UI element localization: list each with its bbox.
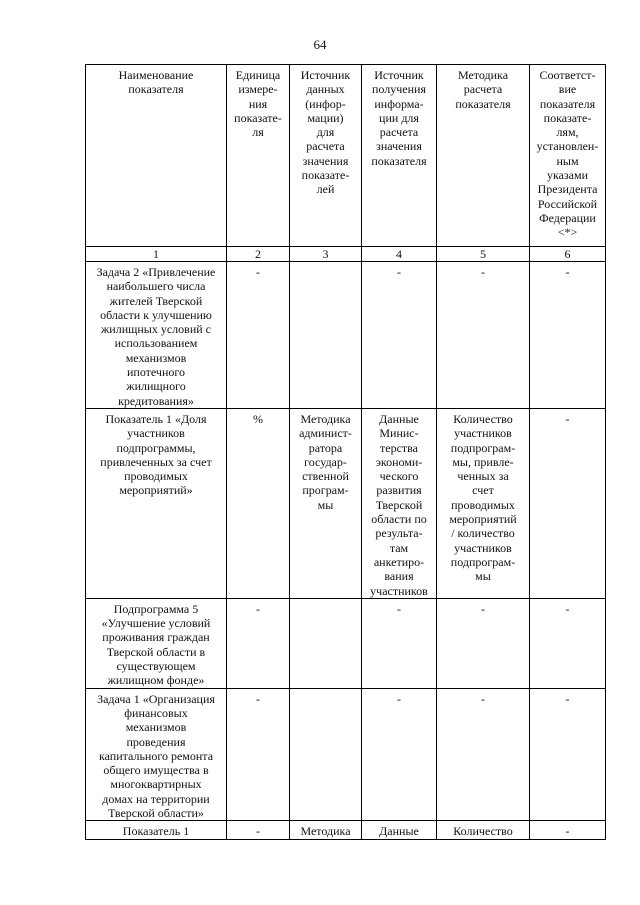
cell-text-line: проводимых (451, 497, 515, 512)
cell-text-line: мации) (307, 110, 344, 125)
unit-cell: - (227, 262, 290, 409)
column-number-row (86, 247, 606, 262)
cell-text-line: лям, (556, 125, 579, 140)
cell-text-line: Количество (453, 411, 513, 426)
calc-method-cell (437, 821, 530, 839)
cell-text-line: <*> (557, 225, 578, 240)
header-unit (227, 65, 290, 247)
cell-text-line: показателя (371, 153, 427, 168)
cell-text-line: жилищном фонде» (107, 673, 205, 688)
compliance-cell: - (530, 262, 606, 409)
cell-text-line: общего имущества в (103, 763, 209, 778)
indicator-name-cell (86, 598, 227, 688)
cell-text-line: анкетиро- (373, 554, 425, 569)
cell-text-line: участников (454, 540, 512, 555)
unit-cell: - (227, 821, 290, 839)
column-number: 4 (362, 247, 437, 262)
cell-text-line: показателя (455, 96, 511, 111)
cell-text-line: мы (317, 497, 334, 512)
cell-text-line: ля (252, 125, 264, 140)
cell-text-line: мы (475, 569, 491, 584)
cell-text-line: механизмов (125, 720, 187, 735)
table-row (86, 262, 606, 409)
cell-text-line: наибольшего числа (106, 279, 206, 294)
cell-text-line: Тверской области» (108, 805, 204, 820)
cell-text-line: Российской (537, 196, 598, 211)
cell-text-line: расчета (306, 139, 345, 154)
unit-cell: - (227, 688, 290, 821)
cell-text-line: результа- (375, 526, 423, 541)
cell-text-line: информа- (374, 96, 424, 111)
cell-text-line: ным (556, 153, 579, 168)
cell-text-line: кредитования» (118, 393, 194, 408)
cell-text-line: вие (558, 82, 577, 97)
cell-text-line: / количество (451, 526, 515, 541)
indicators-table (85, 64, 606, 840)
info-source-cell: - (362, 262, 437, 409)
cell-text-line: государ- (304, 454, 347, 469)
cell-text-line: мы, привле- (452, 454, 514, 469)
cell-text-line: показателя (539, 96, 596, 111)
cell-text-line: данных (306, 82, 345, 97)
cell-text-line: Соответст- (539, 68, 596, 82)
indicator-name-cell (86, 688, 227, 821)
header-info-source (362, 65, 437, 247)
compliance-cell: - (530, 688, 606, 821)
cell-text-line: ратора (308, 440, 343, 455)
column-number: 6 (530, 247, 606, 262)
cell-text-line: проживания граждан (102, 630, 210, 645)
table-row (86, 688, 606, 821)
info-source-cell: - (362, 688, 437, 821)
cell-text-line: програм- (302, 483, 349, 498)
cell-text-line: участников (454, 426, 512, 441)
table-row (86, 408, 606, 598)
column-number: 2 (227, 247, 290, 262)
indicator-name-cell (86, 262, 227, 409)
indicator-name-cell (86, 408, 227, 598)
cell-text-line: Задача 1 «Организация (97, 691, 215, 706)
info-source-cell (362, 821, 437, 839)
cell-text-line: Наименование (118, 68, 194, 82)
compliance-cell: - (530, 821, 606, 839)
cell-text-line: установлен- (536, 139, 599, 154)
cell-text-line: Федерации (539, 210, 596, 225)
calc-method-cell: - (437, 688, 530, 821)
cell-text-line: Методика (300, 824, 351, 839)
data-source-cell (290, 821, 362, 839)
cell-text-line: ственной (302, 469, 349, 484)
info-source-cell: - (362, 598, 437, 688)
cell-text-line: Подпрограмма 5 (113, 601, 199, 616)
cell-text-line: указами (546, 168, 589, 183)
page-number: 64 (313, 37, 327, 52)
cell-text-line: Президента (537, 182, 598, 197)
cell-text-line: Минис- (379, 426, 419, 441)
cell-text-line: проводимых (124, 469, 188, 484)
data-source-cell (290, 408, 362, 598)
cell-text-line: подпрограммы, (116, 440, 196, 455)
unit-cell: - (227, 598, 290, 688)
cell-text-line: показате- (543, 110, 592, 125)
cell-text-line: ния (248, 96, 268, 111)
cell-text-line: Источник (374, 68, 424, 82)
cell-text-line: жителей Тверской (109, 293, 203, 308)
cell-text-line: развития (376, 483, 422, 498)
cell-text-line: Показатель 1 «Доля (105, 411, 207, 426)
header-indicator-name (86, 65, 227, 247)
cell-text-line: показателя (128, 82, 184, 97)
cell-text-line: Тверской (375, 497, 423, 512)
cell-text-line: области к улучшению (100, 307, 212, 322)
cell-text-line: значения (302, 153, 349, 168)
cell-text-line: получения (372, 82, 426, 97)
compliance-cell: - (530, 408, 606, 598)
cell-text-line: Данные (379, 411, 419, 426)
header-data-source (290, 65, 362, 247)
calc-method-cell: - (437, 262, 530, 409)
cell-text-line: Методика (457, 68, 509, 82)
cell-text-line: Единица (235, 68, 281, 82)
data-source-cell (290, 262, 362, 409)
cell-text-line: ипотечного (126, 365, 186, 380)
cell-text-line: показате- (234, 110, 282, 125)
indicator-name-cell (86, 821, 227, 839)
cell-text-line: жилищных условий с (101, 322, 211, 337)
cell-text-line: участников (127, 426, 185, 441)
cell-text-line: подпрограм- (450, 554, 516, 569)
header-compliance (530, 65, 606, 247)
cell-text-line: участников (370, 583, 428, 598)
cell-text-line: жилищного (126, 379, 186, 394)
cell-text-line: проведения (126, 734, 186, 749)
calc-method-cell (437, 408, 530, 598)
cell-text-line: для (316, 125, 335, 140)
column-number: 1 (86, 247, 227, 262)
table-header-row (86, 65, 606, 247)
column-number: 3 (290, 247, 362, 262)
cell-text-line: (инфор- (305, 96, 346, 111)
cell-text-line: счет (472, 483, 494, 498)
table-row (86, 821, 606, 839)
cell-text-line: подпрограм- (450, 440, 516, 455)
cell-text-line: расчета (463, 82, 503, 97)
calc-method-cell: - (437, 598, 530, 688)
cell-text-line: Задача 2 «Привлечение (96, 265, 216, 279)
cell-text-line: там (389, 540, 409, 555)
cell-text-line: привлеченных за счет (100, 454, 212, 469)
cell-text-line: Тверской области в (106, 644, 206, 659)
unit-cell: % (227, 408, 290, 598)
column-number: 5 (437, 247, 530, 262)
table-row (86, 598, 606, 688)
cell-text-line: Методика (300, 411, 351, 426)
cell-text-line: терства (380, 440, 418, 455)
cell-text-line: измере- (238, 82, 278, 97)
cell-text-line: области по (371, 512, 427, 527)
cell-text-line: экономи- (375, 454, 423, 469)
cell-text-line: расчета (379, 125, 419, 140)
cell-text-line: админист- (299, 426, 352, 441)
cell-text-line: мероприятий» (119, 483, 193, 498)
cell-text-line: ции для (379, 110, 419, 125)
data-source-cell (290, 688, 362, 821)
cell-text-line: «Улучшение условий (101, 616, 211, 631)
data-source-cell (290, 598, 362, 688)
cell-text-line: многоквартирных (110, 777, 202, 792)
cell-text-line: использованием (114, 336, 198, 351)
cell-text-line: капитального ремонта (98, 748, 214, 763)
cell-text-line: существующем (116, 659, 196, 674)
cell-text-line: значения (376, 139, 422, 154)
cell-text-line: Данные (379, 824, 419, 839)
info-source-cell (362, 408, 437, 598)
cell-text-line: Количество (453, 824, 513, 839)
cell-text-line: механизмов (125, 350, 187, 365)
cell-text-line: финансовых (124, 705, 188, 720)
cell-text-line: лей (316, 182, 335, 197)
compliance-cell: - (530, 598, 606, 688)
cell-text-line: ческого (379, 469, 419, 484)
cell-text-line: показате- (301, 168, 350, 183)
cell-text-line: домах на территории (102, 791, 210, 806)
cell-text-line: ченных за (457, 469, 509, 484)
cell-text-line: Показатель 1 (122, 824, 190, 839)
cell-text-line: вания (384, 569, 414, 584)
cell-text-line: мероприятий (449, 512, 517, 527)
cell-text-line: Источник (300, 68, 351, 82)
header-calc-method (437, 65, 530, 247)
